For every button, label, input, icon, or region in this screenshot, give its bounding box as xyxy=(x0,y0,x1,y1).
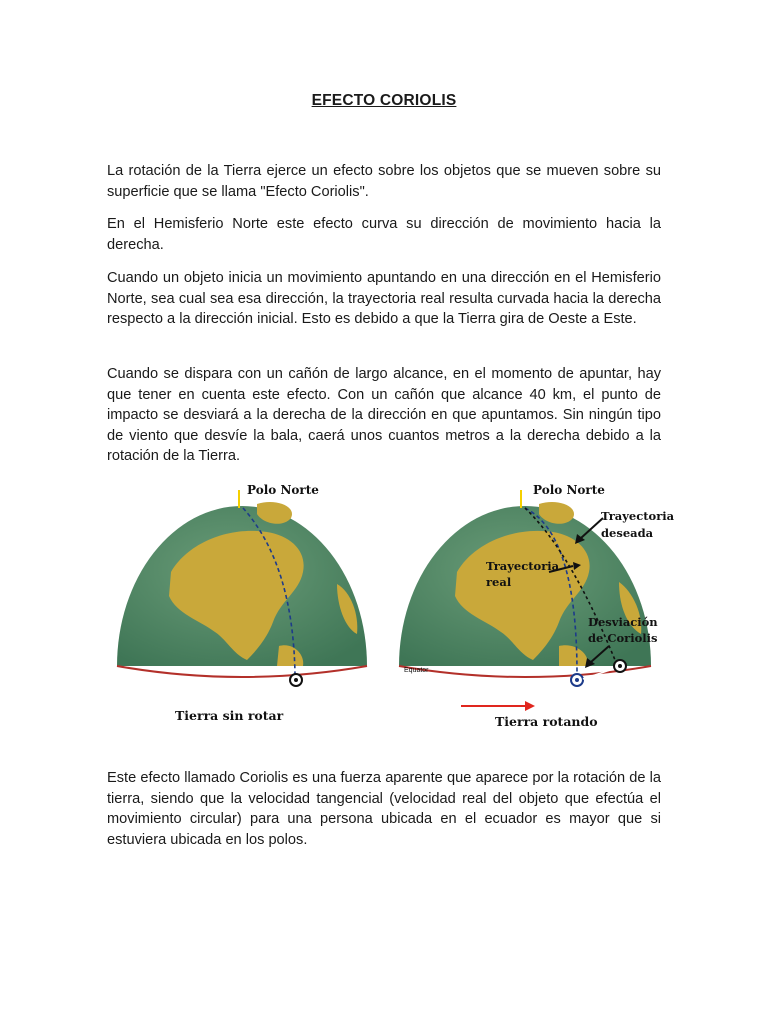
desired-trajectory-label-line2: deseada xyxy=(601,526,654,540)
coriolis-deviation-label-line1: Desviación xyxy=(588,615,658,629)
coriolis-illustration xyxy=(107,474,677,736)
left-globe-pole-label: Polo Norte xyxy=(247,483,319,497)
coriolis-figure xyxy=(107,474,677,736)
paragraph-apparent-force: Este efecto llamado Coriolis es una fuerza aparente que aparece por la rotación de la tierra, siendo que la velocidad tangencial (velocidad real del objeto que efectúa el movimiento circular) para una persona ubicada en el ecuador es mayor que si estuviera ubicada en los polos. xyxy=(107,770,661,848)
paragraph-cannon: Cuando se dispara con un cañón de largo alcance, en el momento de apuntar, hay que tener en cuenta este efecto. Con un cañón que alcance 40 km, el punto de impacto se desviará a la derecha de la dirección en que apuntamos. Sin ningún tipo de viento que desvíe la bala, caerá unos cuantos metros a la derecha debido a la rotación de la Tierra. xyxy=(107,366,661,465)
paragraph-northern-hemisphere: En el Hemisferio Norte este efecto curva su dirección de movimiento hacia la derecha. xyxy=(107,216,661,253)
document-title: EFECTO CORIOLIS xyxy=(311,92,457,109)
real-trajectory-label-line2: real xyxy=(486,575,512,589)
left-globe xyxy=(117,483,367,723)
right-globe-caption: Tierra rotando xyxy=(495,714,598,729)
rotation-arrow-head-icon xyxy=(525,701,535,711)
paragraph-trajectory: Cuando un objeto inicia un movimiento apuntando en una dirección en el Hemisferio Norte, sea cual sea esa dirección, la trayectoria real resulta curvada hacia la derecha respecto a la dirección inicial. Esto es debido a que la Tierra gira de Oeste a Este. xyxy=(107,270,661,328)
real-trajectory-label-line1: Trayectoria xyxy=(486,559,560,573)
left-globe-caption: Tierra sin rotar xyxy=(175,708,284,723)
paragraph-intro: La rotación de la Tierra ejerce un efecto sobre los objetos que se mueven sobre su superficie que se llama "Efecto Coriolis". xyxy=(107,163,661,200)
desired-trajectory-label-line1: Trayectoria xyxy=(601,509,675,523)
right-globe xyxy=(399,483,675,729)
equator-label: Equator xyxy=(404,667,429,674)
coriolis-deviation-label-line2: de Coriolis xyxy=(588,631,658,645)
right-globe-pole-label: Polo Norte xyxy=(533,483,605,497)
left-globe-equator xyxy=(117,666,367,677)
